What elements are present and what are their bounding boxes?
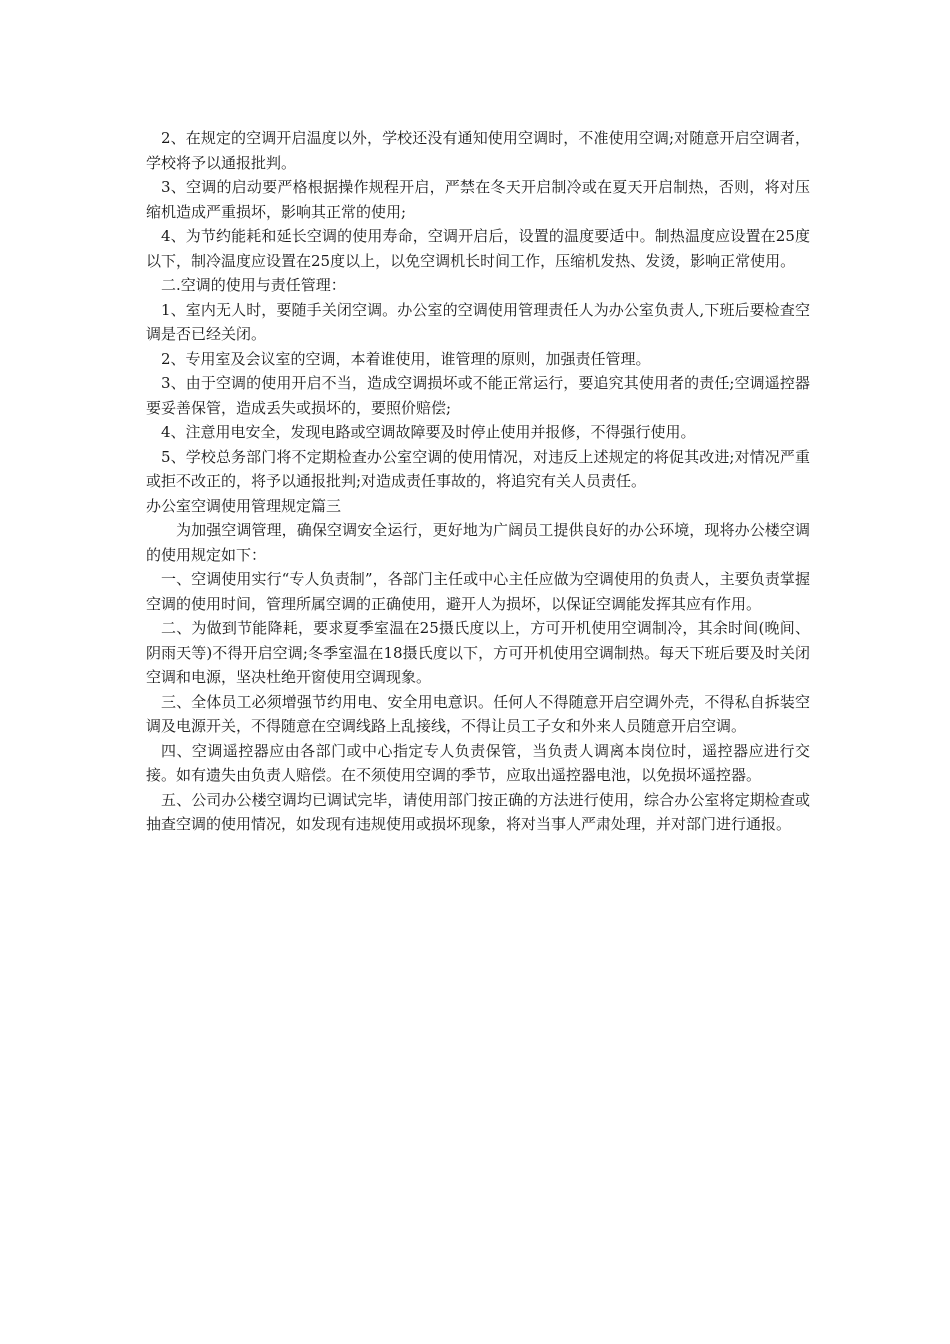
- paragraph: 3、空调的启动要严格根据操作规程开启，严禁在冬天开启制冷或在夏天开启制热，否则，将对压缩机造成严重损坏，影响其正常的使用;: [146, 178, 810, 221]
- paragraph: 2、在规定的空调开启温度以外，学校还没有通知使用空调时，不准使用空调;对随意开启空调者，学校将予以通报批判。: [146, 129, 810, 172]
- paragraph: 三、全体员工必须增强节约用电、安全用电意识。任何人不得随意开启空调外壳，不得私自拆装空调及电源开关，不得随意在空调线路上乱接线，不得让员工子女和外来人员随意开启空调。: [146, 692, 810, 735]
- paragraph: 1、室内无人时，要随手关闭空调。办公室的空调使用管理责任人为办公室负责人,下班后要检查空调是否已经关闭。: [146, 300, 810, 343]
- paragraph: 4、注意用电安全，发现电路或空调故障要及时停止使用并报修，不得强行使用。: [161, 423, 696, 441]
- section-heading: 二.空调的使用与责任管理：: [161, 276, 346, 294]
- paragraph: 五、公司办公楼空调均已调试完毕，请使用部门按正确的方法进行使用，综合办公室将定期检查或抽查空调的使用情况，如发现有违规使用或损坏现象，将对当事人严肃处理，并对部门进行通报。: [146, 790, 810, 833]
- paragraph: 2、专用室及会议室的空调，本着谁使用，谁管理的原则，加强责任管理。: [161, 349, 651, 368]
- paragraph: 3、由于空调的使用开启不当，造成空调损坏或不能正常运行，要追究其使用者的责任;空调遥控器要妥善保管，造成丢失或损坏的，要照价赔偿;: [146, 374, 810, 417]
- paragraph: 为加强空调管理，确保空调安全运行，更好地为广阔员工提供良好的办公环境，现将办公楼空调的使用规定如下：: [146, 521, 810, 564]
- paragraph: 5、学校总务部门将不定期检查办公室空调的使用情况，对违反上述规定的将促其改进;对情况严重或拒不改正的，将予以通报批判;对造成责任事故的，将追究有关人员责任。: [146, 447, 810, 490]
- paragraph: 4、为节约能耗和延长空调的使用寿命，空调开启后，设置的温度要适中。制热温度应设置在25度以下，制冷温度应设置在25度以上，以免空调机长时间工作，压缩机发热、发烫，影响正常使用。: [146, 227, 810, 270]
- paragraph: 一、空调使用实行“专人负责制”，各部门主任或中心主任应做为空调使用的负责人，主要负责掌握空调的使用时间，管理所属空调的正确使用，避开人为损坏，以保证空调能发挥其应有作用。: [146, 570, 810, 613]
- paragraph: 四、空调遥控器应由各部门或中心指定专人负责保管，当负责人调离本岗位时，遥控器应进行交接。如有遗失由负责人赔偿。在不须使用空调的季节，应取出遥控器电池，以免损坏遥控器。: [146, 741, 810, 784]
- paragraph: 二、为做到节能降耗，要求夏季室温在25摄氏度以上，方可开机使用空调制冷，其余时间(晚间、阴雨天等)不得开启空调;冬季室温在18摄氏度以下，方可开机使用空调制热。每天下班后要及时关闭空调和电源，坚决杜绝开窗使用空调现象。: [146, 619, 810, 686]
- document-body: [146, 126, 810, 837]
- part-title: 办公室空调使用管理规定篇三: [146, 496, 342, 515]
